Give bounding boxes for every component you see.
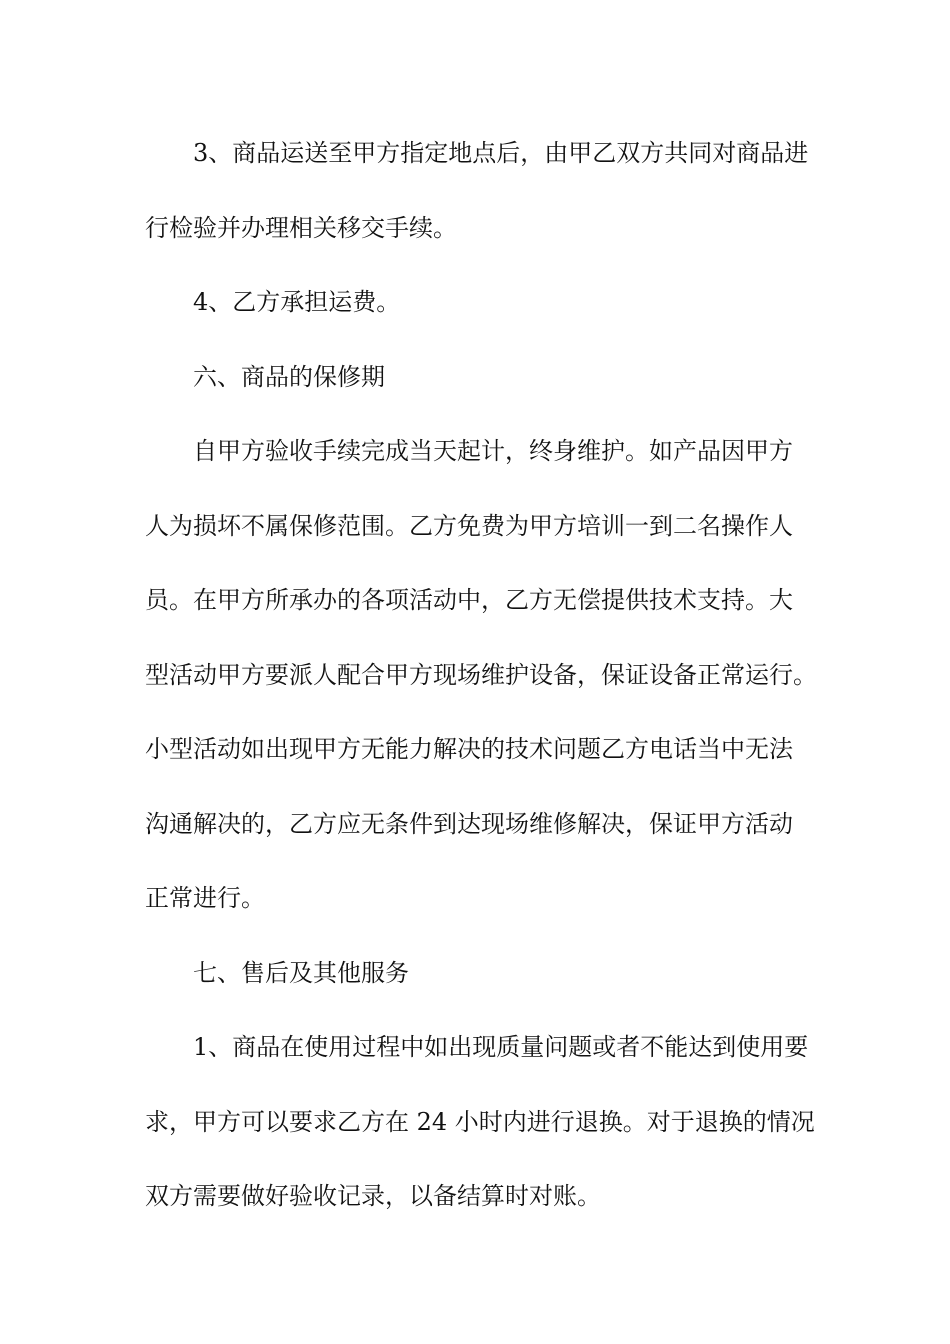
text-line: 求，甲方可以要求乙方在 24 小时内进行退换。对于退换的情况 (145, 1107, 815, 1136)
document-body (145, 116, 825, 1234)
text-line: 3、商品运送至甲方指定地点后，由甲乙双方共同对商品进 (193, 139, 809, 167)
text-line: 4、乙方承担运费。 (193, 288, 401, 316)
paragraph-returns (145, 1010, 825, 1234)
section-heading-warranty (145, 340, 825, 415)
paragraph-delivery-inspection (145, 116, 825, 265)
text-line: 双方需要做好验收记录，以备结算时对账。 (145, 1182, 601, 1210)
text-line: 行检验并办理相关移交手续。 (145, 213, 457, 242)
text-line: 沟通解决的，乙方应无条件到达现场维修解决，保证甲方活动 (145, 809, 793, 838)
text-line: 人为损坏不属保修范围。乙方免费为甲方培训一到二名操作人 (145, 511, 793, 540)
text-line: 六、商品的保修期 (193, 362, 385, 391)
paragraph-warranty-terms (145, 414, 825, 936)
text-line: 七、售后及其他服务 (193, 958, 409, 987)
text-line: 自甲方验收手续完成当天起计，终身维护。如产品因甲方 (193, 437, 793, 465)
text-line: 正常进行。 (145, 884, 265, 912)
text-line: 员。在甲方所承办的各项活动中，乙方无偿提供技术支持。大 (145, 586, 793, 614)
text-line: 小型活动如出现甲方无能力解决的技术问题乙方电话当中无法 (145, 735, 793, 763)
text-line: 1、商品在使用过程中如出现质量问题或者不能达到使用要 (193, 1033, 809, 1061)
paragraph-freight (145, 265, 825, 340)
section-heading-after-sales (145, 936, 825, 1011)
text-line: 型活动甲方要派人配合甲方现场维护设备，保证设备正常运行。 (145, 660, 817, 689)
